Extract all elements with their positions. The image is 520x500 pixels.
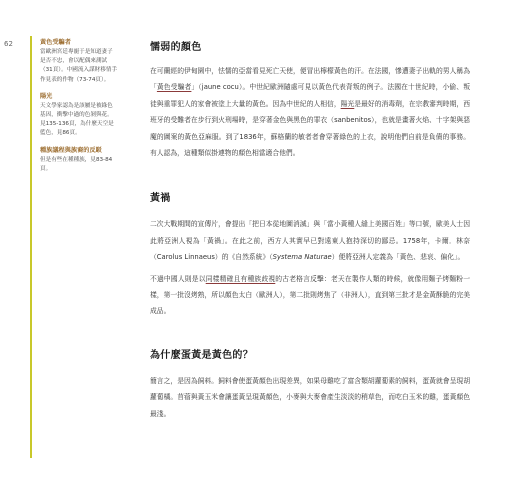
text-run: 不過中國人則是以 <box>150 274 206 283</box>
text-run: 在可蘭經的伊甸園中，怯懦的亞當看見死亡天使，便冒出檸檬黃色的汗。在法國，慘遭妻子出軌的男人稱為「 <box>150 67 470 92</box>
underlined-phrase: 同樣精確且有種族歧視 <box>205 274 276 283</box>
paragraph <box>150 373 470 422</box>
sidebar-notes <box>40 38 118 181</box>
margin-rule <box>30 36 32 458</box>
sidebar-note-title: 黃色受騙者 <box>40 39 71 46</box>
sidebar-note <box>40 146 118 174</box>
paragraph <box>150 63 470 161</box>
text-run: 的古老格言反擊：老天在製作人類的時候，就像用麵子烤麵粉一樣，第一批沒烤熟，所以顏色太白（歐洲人），第二批則烤焦了（非洲人），直到第三批才是金黃酥脆的完美成品。 <box>150 274 471 316</box>
page-number: 62 <box>4 40 13 48</box>
sidebar-note-title: 陽光 <box>40 92 53 100</box>
paragraph <box>150 271 470 320</box>
sidebar-note-body: 但是有些在種種族，見83-84頁。 <box>40 156 113 172</box>
underlined-phrase: 黃色受騙者 <box>156 83 192 92</box>
paragraph <box>150 216 470 265</box>
sidebar-note <box>40 38 118 85</box>
section-heading: 懦弱的顏色 <box>150 42 202 53</box>
text-run: 是最好的消毒劑，在宗教審判時期，西班牙的受難者在步行到火刑場時，是穿著金色與黑色的罪衣（sanbenitos），也就是畫著火焰、十字架與惡魔的圖案的黃色亞麻服。到了1836年，蘇格蘭的敏者者會穿著綠色的上衣，說明他們自前是負債的事務。有人認為，這種類似掛連物的顏色相當適合他們。 <box>150 99 471 158</box>
sidebar-note-body: 當歐洲宮廷專寵于是知道妻子是否不忠，會以配偶來測試（31頁）。中國流入謀財移情手作見表的作物（73-74頁）。 <box>40 49 118 83</box>
text-run: 」（jaune cocu）。中世紀歐洲隨處可見以黃色代表背叛的例子。法國在十世紀時，小偷、叛徒與重罪犯人的家會被塗上大量的黃色。因為中世紀的人相信， <box>150 83 471 108</box>
section-heading: 為什麼蛋黃是黃色的？ <box>150 349 253 361</box>
sidebar-note-title: 種族議程與族裔的反駁 <box>40 146 102 154</box>
text-run: ）便將亞洲人定義為「黃色、悲哀、偏化」。 <box>331 253 465 262</box>
sidebar-note <box>40 92 118 139</box>
text-run: 二次大戰期間的宣傳片，會提出「把日本從地圖消滅」與「當小黃種人縫上美國百姓」等口號，歐美人士因此將亞洲人視為「黃禍」。在此之前，西方人其實早已對遠東人抱持深切的鄙忌。1758年，卡爾．林奈（Carolus Linnaeus）的《自然系統》（ <box>150 220 470 262</box>
text-run: 簡言之，是因為飼料。飼料會使蛋黃顏色出現差異，如果母雞吃了富含類胡蘿蔔素的飼料，蛋黃就會呈現胡蘿蔔橘。苜蓿與黃玉米會讓蛋黃呈現黃顏色，小麥與大麥會產生淡淡的稍草色，而吃白玉米的雞，蛋黃顏色最淺。 <box>150 376 470 418</box>
italic-phrase: Systema Naturae <box>272 253 332 262</box>
underlined-phrase: 陽光 <box>340 99 355 108</box>
section-heading: 黃禍 <box>150 193 171 205</box>
article-body <box>150 38 470 422</box>
sidebar-note-body: 天文學家認為是該屬是被綠色基因，衝擊中過的色剝與花。見135-136頁，為什麼天空是藍色，見86頁。 <box>40 102 114 137</box>
